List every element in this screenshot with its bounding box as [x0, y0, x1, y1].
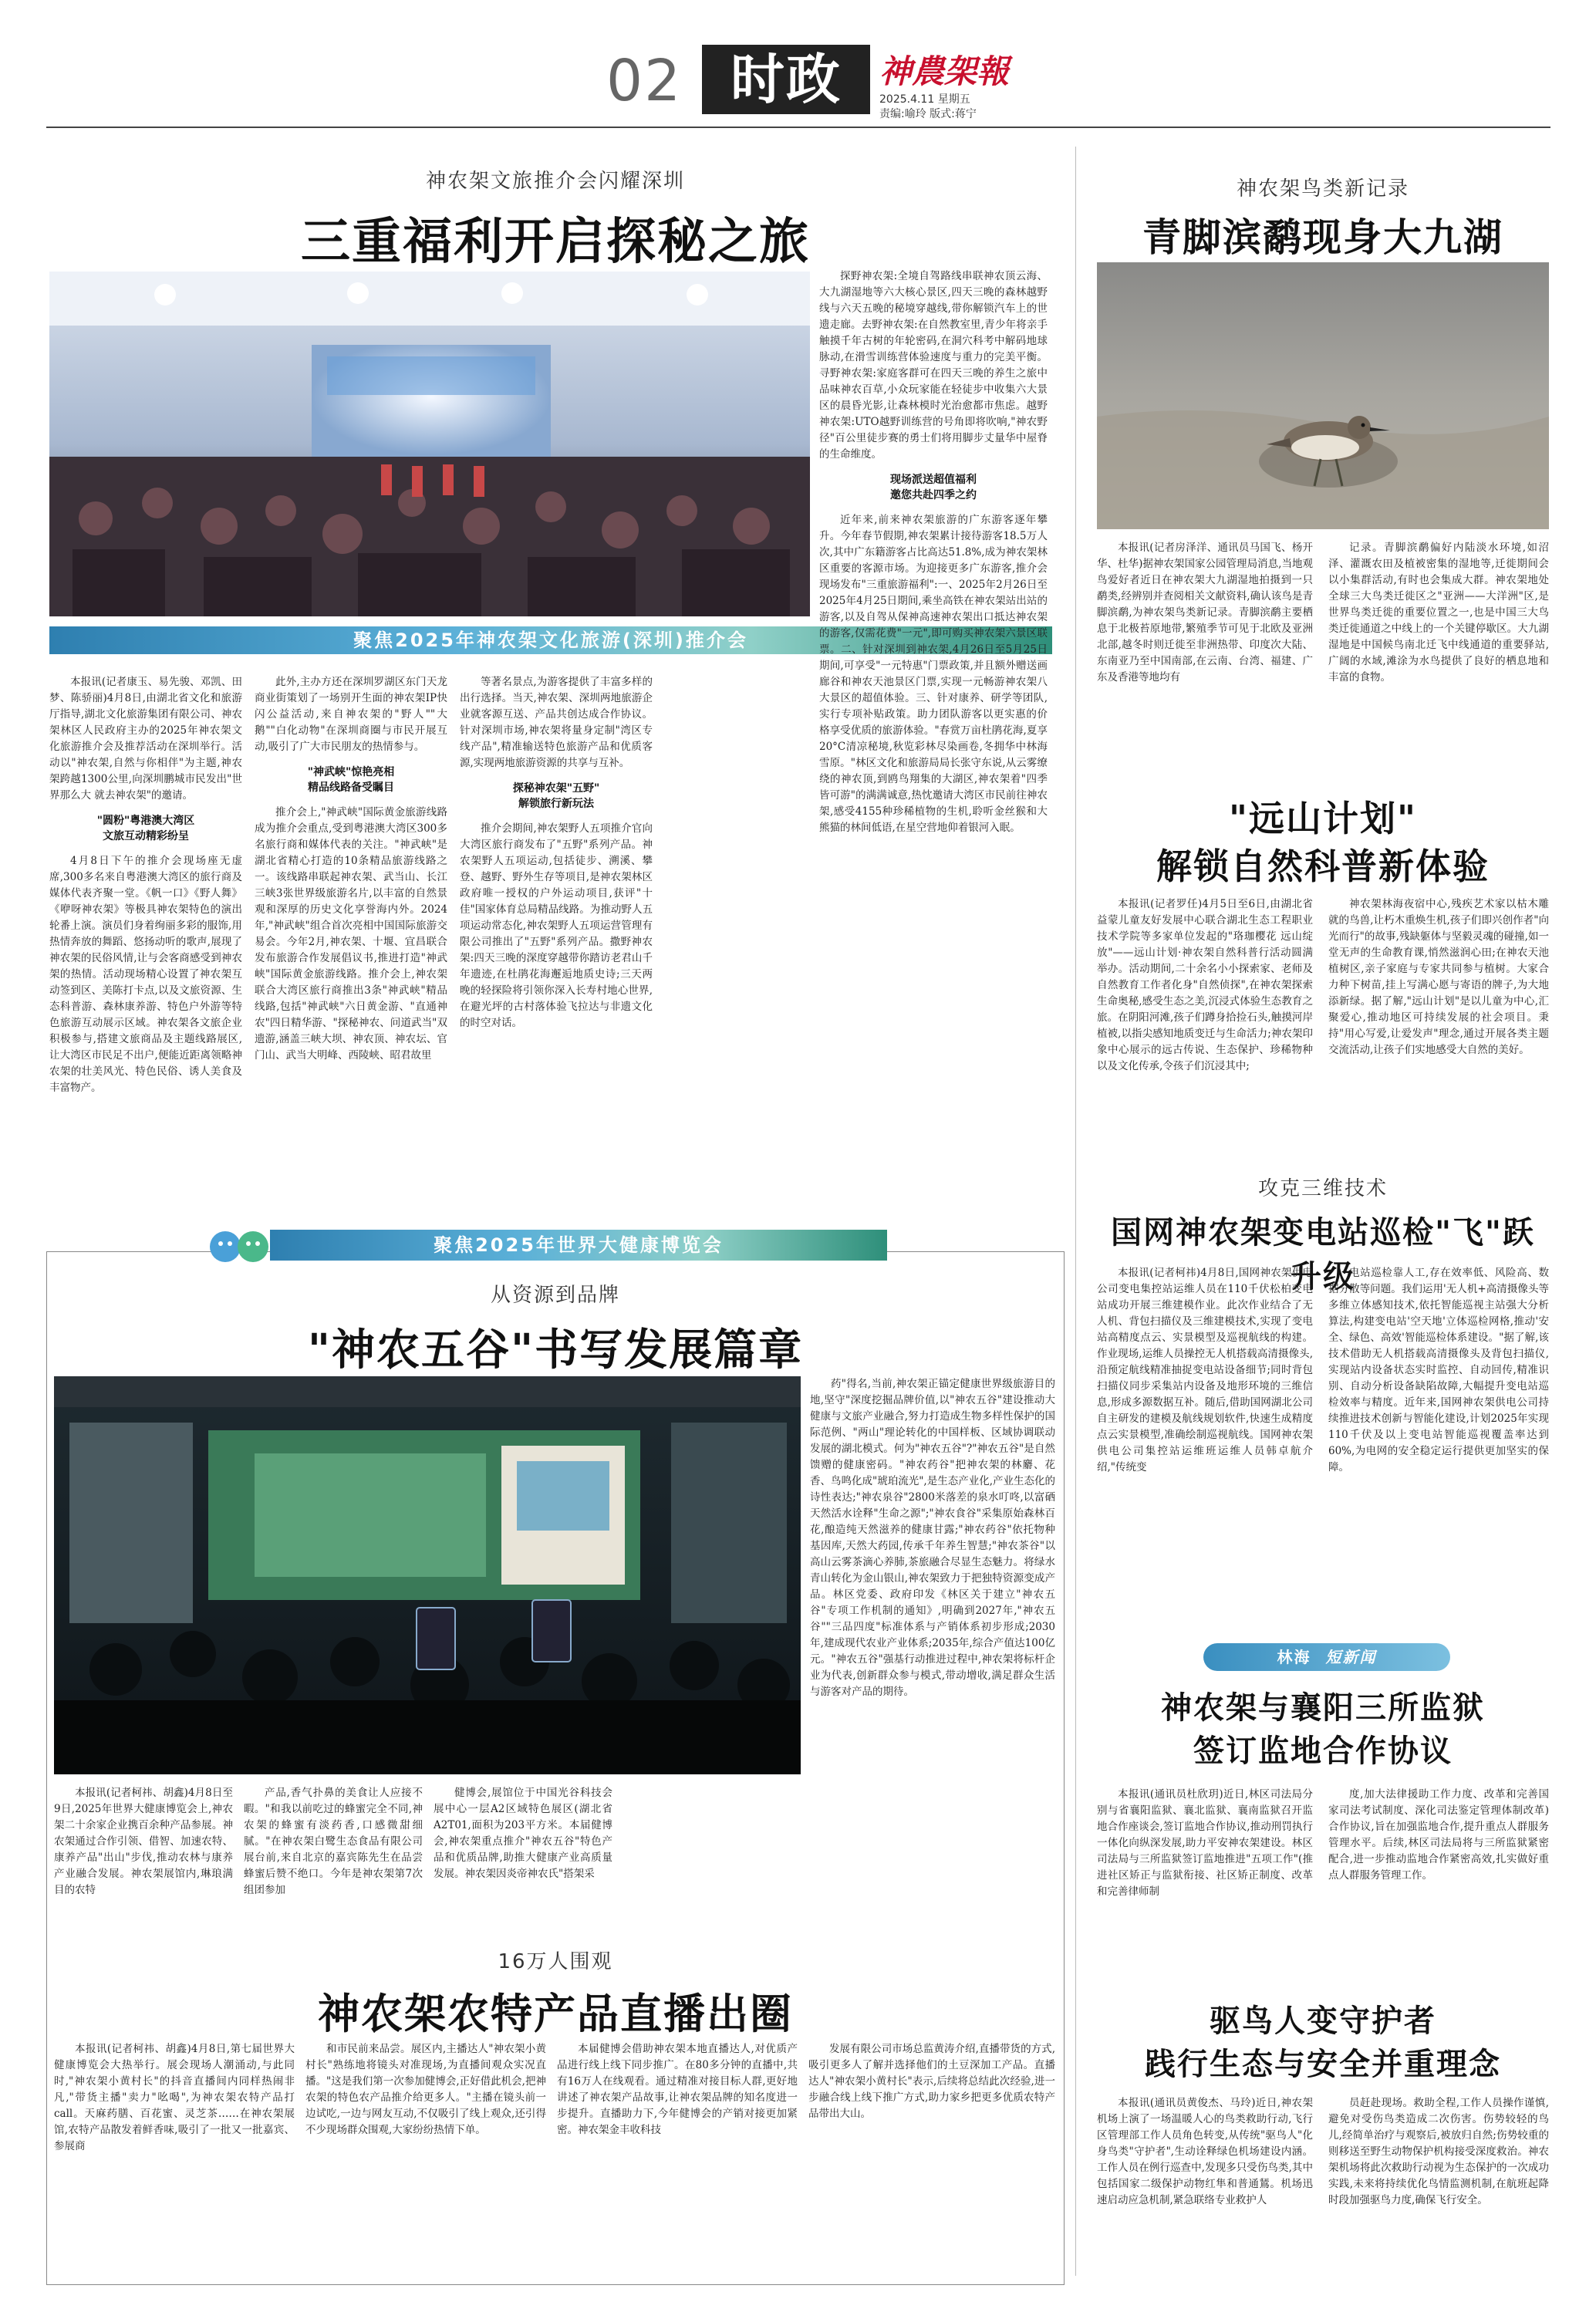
b1-col4	[810, 1376, 1055, 1924]
brief-label-1: 林海	[1277, 1648, 1311, 1666]
a2-col1	[1097, 540, 1313, 787]
a5-col2-text: 度,加大法律援助工作力度、改革和完善国家司法考试制度、深化司法鉴定管理体制改革)合作协议,旨在加强监地合作,提升重点人群服务管理水平。后续,林区司法局将与三所监狱紧密配合,进一步推动监地合作紧密高效,扎实做好重点人群服务管理工作。	[1328, 1788, 1549, 1882]
b2-col1	[54, 2041, 295, 2273]
b2-col2-text: 和市民前来品尝。展区内,主播达人"神农架小黄村长"熟练地将镜头对准现场,为直播间观众实况直播。"这是我们第一次参加健博会,正好借此机会,把神农架的特色农产品推介给更多人。"主播在镜头前一边试吃,一边与网友互动,不仅吸引了线上观众,还引得不少现场群众围观,大家纷纷热情下单。	[305, 2043, 546, 2136]
newspaper-logo: 神農架報	[879, 52, 1010, 90]
b1-title: "神农五谷"书写发展篇章	[307, 1325, 804, 1376]
a6-col2-text: 员赶赴现场。救助全程,工作人员操作谨慎,避免对受伤鸟类造成二次伤害。伤势较轻的鸟儿,经简单治疗与观察后,被放归自然;伤势较重的则移送至野生动物保护机构接受深度救治。神农架机场将此次救助行动视为生态保护的一次成功实践,未来将持续优化鸟情监测机制,在航班起降时段加强驱鸟力度,确保飞行安全。	[1328, 2097, 1549, 2206]
a2-col1-text: 本报讯(记者房泽洋、通讯员马国飞、杨开华、杜华)据神农架国家公园管理局消息,当地观鸟爱好者近日在神农架大九湖湿地拍摄到一只鹬类,经辨别并查阅相关文献资料,确认该鸟是青脚滨鹬,为神农架鸟类新记录。青脚滨鹬主要栖息于北极苔原地带,繁殖季节可见于北欧及亚洲北部,越冬时则迁徙至非洲热带、印度次大陆、东南亚乃至中国南部,在云南、台湾、福建、广东及香港等地均有	[1097, 542, 1313, 684]
a3-col2-text: 神农架林海夜宿中心,残疾艺术家以枯木雕就的鸟兽,让朽木重焕生机,孩子们即兴创作者"向光而行"的故事,残缺躯体与坚毅灵魂的碰撞,如一堂无声的生命教育课,悄然滋润心田;在神农天池植树区,亲子家庭与专家共同参与植树。大家合力种下树苗,挂上写满心愿与寄语的牌子,为大地添新绿。据了解,"远山计划"是以儿童为中心,汇聚爱心,推动地区可持续发展的社会项目。秉持"用心写爱,让爱发声"理念,通过开展各类主题交流活动,让孩子们实地感受大自然的美好。	[1328, 898, 1549, 1056]
b2-col3	[557, 2041, 798, 2273]
a5-title: 神农架与襄阳三所监狱 签订监地合作协议	[1161, 1690, 1485, 1769]
a4-col2-text: 电站巡检靠人工,存在效率低、风险高、数据分散等问题。我们运用'无人机+高清摄像头等多维立体感知技术,依托智能巡视主站强大分析算法,构建变电站'空天地'立体巡检网格,推动'安全、绿色、高效'智能巡检体系建设。"据了解,该技术借助无人机搭载高清摄像头及背包扫描仪,实现站内设备状态实时监控、自动回传,精准识别、自动分析设备缺陷故障,大幅提升变电站巡检效率与精度。近年来,国网神农架供电公司持续推进技术创新与智能化建设,计划2025年实现110千伏及以上变电站智能巡视覆盖率达到60%,为电网的安全稳定运行提供更加坚实的保障。	[1328, 1267, 1549, 1473]
b2-col2	[305, 2041, 546, 2273]
a1-photo-conference	[49, 272, 810, 616]
a6-col1-text: 本报讯(通讯员黄俊杰、马玲)近日,神农架机场上演了一场温暖人心的鸟类救助行动,飞行区管理部工作人员角色转变,从传统"驱鸟人"化身鸟类"守护者",生动诠释绿色机场建设内涵。工作人员在例行巡查中,发现多只受伤鸟类,其中包括国家二级保护动物红隼和普通鵟。机场迅速启动应急机制,紧急联络专业救护人	[1097, 2097, 1313, 2206]
a1-subhead3: 探秘神农架"五野" 解锁旅行新玩法	[512, 782, 600, 810]
header-rule	[46, 127, 1550, 128]
b1-col3-text: 健博会,展馆位于中国光谷科技会展中心一层A2区域特色展区(湖北省A2T01,面积为203平方米。本届健博会,神农架重点推介"神农五谷"特色产品和优质品牌,助推大健康产业高质量发展。神农架因炎帝神农氏"搭架采	[434, 1787, 612, 1880]
a4-title: 国网神农架变电站巡检"飞"跃升级	[1111, 1215, 1535, 1295]
b1-col3	[434, 1785, 612, 1924]
b1-col2-text: 产品,香气扑鼻的美食让人应接不暇。"和我以前吃过的蜂蜜完全不同,神农架的蜂蜜有淡药香,口感微甜细腻。"在神农架白鹭生态食品有限公司展台前,来自北京的嘉宾陈先生在品尝蜂蜜后赞不绝口。今年是神农架第7次组团参加	[244, 1787, 423, 1896]
a3-col2	[1328, 896, 1549, 1120]
b1-subtitle: 从资源到品牌	[490, 1284, 620, 1307]
b1-col1	[54, 1785, 233, 1924]
editors: 责编:喻玲 版式:蒋宁	[879, 108, 977, 120]
a1-col4	[819, 268, 1048, 1083]
b1-col1-text: 本报讯(记者柯祎、胡鑫)4月8日至9日,2025年世界大健康博览会上,神农架二十余家企业携百余种产品参展。神农架通过合作引领、借智、加速农特、康养产品"出山"步伐,推动农林与康养产业融合发展。神农架展馆内,琳琅满目的农特	[54, 1787, 233, 1896]
b2-title: 神农架农特产品直播出圈	[318, 1990, 793, 2038]
b2-col1-text: 本报讯(记者柯祎、胡鑫)4月8日,第七届世界大健康博览会大热举行。展会现场人潮涌动,与此同时,"神农架小黄村长"的抖音直播间内同样热闹非凡,"带货主播"卖力"吆喝",为神农架农特产品打call。天麻药膳、百花蜜、灵芝茶……在神农架展馆,农特产品散发着鲜香味,吸引了一批又一批嘉宾、参展商	[54, 2043, 295, 2152]
a1-col1	[49, 674, 242, 1094]
a1-title: 三重福利开启探秘之旅	[301, 214, 810, 271]
vertical-divider	[1075, 147, 1076, 2276]
a1-col4-lead: 探野神农架:全境自驾路线串联神农顶云海、大九湖湿地等六大核心景区,四天三晚的森林越野线与六天五晚的秘境穿越线,带你解锁汽车上的世遗走廊。去野神农架:在自然教室里,青少年将亲手触摸千年古树的年轮密码,在洞穴科考中解码地球脉动,在滑雪训练营体验速度与重力的完美平衡。寻野神农架:家庭客群可在四天三晚的养生之旅中品味神农百草,小众玩家能在轻徒步中收集六大景区的晨昏光影,让森林模时光治愈都市焦虑。越野神农架:UTO越野训练营的号角即将吹响,"神农野径"百公里徒步赛的勇士们将用脚步丈量华中屋脊的生命维度。	[819, 270, 1048, 461]
a1-subtitle: 神农架文旅推介会闪耀深圳	[425, 170, 685, 193]
a4-subtitle: 攻克三维技术	[1257, 1177, 1388, 1200]
a4-col1	[1097, 1265, 1313, 1605]
a1-col3	[460, 674, 653, 1083]
a3-col1-text: 本报讯(记者罗任)4月5日至6日,由湖北省益蒙儿童友好发展中心联合湖北生态工程职业技术学院等多家单位发起的"珞珈樱花 远山绽放"——远山计划·神农架自然科普行活动圆满举办。活动期间,二十余名小小探索家、老师及自然教育工作者化身"自然侦探",在神农架探索生命奥秘,感受生态之美,沉浸式体验生态教育之旅。在阴阳河滩,孩子们蹲身拾捡石头,触摸河岸植被,以指尖感知地质变迁与生命活力;神农架印象中心展示的远古传说、生态保护、珍稀物种以及文化传承,令孩子们沉浸其中;	[1097, 898, 1313, 1072]
a5-col1-text: 本报讯(通讯员杜欣玥)近日,林区司法局分别与省襄阳监狱、襄北监狱、襄南监狱召开监地合作座谈会,签订监地合作协议,推动刑罚执行一体化向纵深发展,助力平安神农架建设。林区司法局与三所监狱签订监地推进"五项工作"(推进社区矫正与监狱衔接、社区矫正制度、改革和完善律师制	[1097, 1788, 1313, 1898]
b2-col3-text: 本届健博会借助神农架本地直播达人,对优质产品进行线上线下同步推广。在80多分钟的直播中,共有16万人在线观看。通过精准对接目标人群,更好地讲述了神农架产品故事,让神农架品牌的知名度进一步提升。直播助力下,今年健博会的产销对接更加紧密。神农架金丰收科技	[557, 2043, 798, 2136]
a1-subhead4: 现场派送超值福利 邀您共赴四季之约	[890, 474, 977, 501]
brief-news-banner	[1203, 1643, 1450, 1671]
b1-banner: 聚焦2025年世界大健康博览会	[270, 1230, 887, 1261]
a6-title: 驱鸟人变守护者 践行生态与安全并重理念	[1145, 2003, 1501, 2082]
page-number: 02	[606, 48, 683, 114]
a2-subtitle: 神农架鸟类新记录	[1236, 177, 1409, 201]
a6-col1	[1097, 2095, 1313, 2288]
a3-col1	[1097, 896, 1313, 1120]
a1-col4-body: 近年来,前来神农架旅游的广东游客逐年攀升。今年春节假期,神农架累计接待游客18.5万人次,其中广东籍游客占比高达51.8%,成为神农架林区重要的客源市场。为迎接更多广东游客,推介会现场发布"三重旅游福利":一、2025年2月26日至2025年4月25日期间,乘坐高铁在神农架站出站的游客,以及自驾从保神高速神农架出口抵达神农架的游客,仅需花费"一元",即可购买神农架六景区联票。二、针对深圳到神农架,4月26日至5月25日期间,可享受"一元特惠"门票政策,并且额外赠送画廊谷和神农天池景区门票,实现一元畅游神农架八大景区的超值体验。三、针对康养、研学等团队,实行专项补贴政策。助力团队游客以更实惠的价格享受优质的旅游体验。"春赏万亩杜鹃花海,夏享20°C清凉秘境,秋览彩林尽染画卷,冬拥华中林海雪原。"林区文化和旅游局局长张守东说,从云雾缭绕的神农顶,到鸥鸟翔集的大湖区,神农架着"四季皆可游"的满满诚意,热忱邀请大湾区市民前往神农架,感受4155种珍稀植物的生机,聆听金丝猴和大熊猫的林间低语,在星空营地仰着银河入眠。	[819, 514, 1048, 834]
a1-col2	[255, 674, 447, 1083]
issue-date: 2025.4.11 星期五	[879, 93, 970, 106]
a1-col2-lead: 此外,主办方还在深圳罗湖区东门天龙商业街策划了一场别开生面的神农架IP快闪公益活动,来自神农架的"野人""大鹅""白化动物"在深圳商圈与市民开展互动,吸引了广大市民朋友的热情参与。	[255, 676, 447, 753]
a1-subhead1: "圆粉"粤港澳大湾区 文旅互动精彩纷呈	[96, 815, 195, 842]
a1-banner: 聚焦2025年神农架文化旅游(深圳)推介会	[49, 626, 1052, 654]
a5-col1	[1097, 1787, 1313, 1987]
b2-col4	[808, 2041, 1055, 2273]
b1-col4-text: 药"得名,当前,神农架正锚定健康世界级旅游目的地,坚守"深度挖掘品牌价值,以"神农五谷"建设推动大健康与文旅产业融合,努力打造成生物多样性保护的国际范例、"两山"理论转化的中国样板、区域协调联动发展的湖北模式。何为"神农五谷"?"神农五谷"是自然馈赠的健康密码。"神农药谷"把神农架的林麝、花香、鸟鸣化成"琥珀流光",是生态产业化,产业生态化的诗性表达;"神农泉谷"2800米落差的泉水叮咚,以富硒天然活水诠释"生命之源";"神农食谷"采集原始森林百花,酿造纯天然滋养的健康甘露;"神农药谷"依托物种基因库,天然大药园,传承千年养生智慧;"神农茶谷"以高山云雾茶滴心养肺,茶旅融合尽显生态魅力。将绿水青山转化为金山银山,神农架致力于把独特资源变成产品。林区党委、政府印发《林区关于建立"神农五谷"专项工作机制的通知》,明确到2027年,"神农五谷""三品四度"标准体系与产销体系初步形成;2030年,建成现代农业产业体系;2035年,综合产值达100亿元。"神农五谷"强基行动推进过程中,神农架将标杆企业为代表,创新群众参与模式,带动增收,满足群众生活与游客对产品的期待。	[810, 1378, 1056, 1698]
b1-photo-expo	[54, 1376, 801, 1774]
a4-col2	[1328, 1265, 1549, 1605]
a2-photo-bird	[1097, 262, 1549, 529]
a5-col2	[1328, 1787, 1549, 1987]
a1-col1-body: 4月8日下午的推介会现场座无虚席,300多名来自粤港澳大湾区的旅行商及媒体代表齐聚一堂。《帆一口》《野人舞》《咿呀神农架》等极具神农架特色的演出轮番上演。演员们身着绚丽多彩的服饰,用热情奔放的舞蹈、悠扬动听的歌声,展现了神农架的民俗风情,让与会客商感受到神农架的热情。活动现场精心设置了神农架互动签到区、美陈打卡点,以及文旅资源、生态科普游、森林康养游、特色户外游等特色旅游互动展示区域。神农架各文旅企业积极参与,搭建文旅商品及主题线路展区,让大湾区市民足不出户,便能近距离领略神农架的壮美风光、特色民俗、诱人美食及丰富物产。	[49, 855, 242, 1094]
a4-col1-text: 本报讯(记者柯祎)4月8日,国网神农架供电公司变电集控站运维人员在110千伏松柏变电站成功开展三维建模作业。此次作业结合了无人机、背包扫描仪及三维建模技术,实现了变电站高精度点云、实景模型及巡视航线的构建。作业现场,运维人员操控无人机搭载高清摄像头,沿预定航线精准抽捉变电站设备细节;同时背包扫描仪同步采集站内设备及地形环境的三维信息,形成多源数据互补。随后,借助国网湖北公司自主研发的建模及航线规划软件,快速生成精度点云实景模型,准确绘制巡视航线。国网神农架供电公司集控站运维班运维人员韩卓航介绍,"传统变	[1097, 1267, 1313, 1473]
a2-title: 青脚滨鹬现身大九湖	[1142, 215, 1503, 260]
mascot-icon	[208, 1224, 270, 1267]
a1-col3-body: 推介会期间,神农架野人五项推介官向大湾区旅行商发布了"五野"系列产品。神农架野人五项运动,包括徒步、溯溪、攀登、越野、野外生存等项目,是神农架林区政府唯一授权的户外运动项目,获评"十佳"国家体育总局精品线路。为推动野人五项运动常态化,神农架野人五项运营管理有限公司推出了"五野"系列产品。撒野神农架:四天三晚的深度穿越带你踏访老君山千年遗迹,在杜鹃花海邂逅地质史诗;三天两晚的轻探险将引领你深入长寿村地心世界,在避光坪的古村落体验飞拉达与非遗文化的时空对话。	[460, 822, 653, 1029]
section-label: 时政	[702, 45, 870, 114]
a6-col2	[1328, 2095, 1549, 2288]
a2-col2-text: 记录。青脚滨鹬偏好内陆淡水环境,如沼泽、灌溉农田及植被密集的湿地等,迁徙期间会以小集群活动,有时也会集成大群。神农架地处全球三大鸟类迁徙区之"亚洲——大洋洲"区,是世界鸟类迁徙的重要位置之一,也是中国三大鸟类迁徙通道之中线上的一个关键停歇区。大九湖湿地是中国候鸟南北迁飞中线通道的重要驿站,广阔的水域,滩涂为水鸟提供了良好的栖息地和丰富的食物。	[1328, 542, 1549, 684]
a1-col1-lead: 本报讯(记者康玉、易先骏、邓凯、田梦、陈骄丽)4月8日,由湖北省文化和旅游厅指导,湖北文化旅游集团有限公司、神农架林区人民政府主办的2025年神农架文化旅游推介会及推荐活动在深圳举行。活动以"神农架,自然与你相伴"为主题,神农架跨越1300公里,向深圳鹏城市民发出"世界那么大 就去神农架"的邀请。	[49, 676, 242, 802]
a1-col3-lead: 等著名景点,为游客提供了丰富多样的出行选择。当天,神农架、深圳两地旅游企业就客源互送、产品共创达成合作协议。针对深圳市场,神农架将量身定制"湾区专线产品",精准输送特色旅游产品和优质客源,实现两地旅游资源的共享与互补。	[460, 676, 653, 769]
a1-col2-body: 推介会上,"神武峡"国际黄金旅游线路成为推介会重点,受到粤港澳大湾区300多名旅行商和媒体代表的关注。"神武峡"是湖北省精心打造的10条精品旅游线路之一。该线路串联起神农架、武当山、长江三峡3张世界级旅游名片,以丰富的自然景观和深厚的历史文化享誉海内外。2024年,"神武峡"组合首次亮相中国国际旅游交易会。今年2月,神农架、十堰、宜昌联合发布旅游合作发展倡议书,推进打造"神武峡"国际黄金旅游线路。推介会上,神农架联合大湾区旅行商推出3条"神武峡"精品线路,包括"神武峡"六日黄金游、"直通神农"四日精华游、"探秘神农、问道武当"双遗游,涵盖三峡大坝、神农顶、神农坛、官门山、武当大明峰、西陵峡、昭君故里	[255, 806, 447, 1062]
brief-label-2: 短新闻	[1325, 1648, 1377, 1666]
a1-subhead2: "神武峡"惊艳亮相 精品线路备受瞩目	[307, 766, 395, 794]
b1-col2	[244, 1785, 423, 1924]
b2-subtitle: 16万人围观	[498, 1950, 613, 1973]
a2-col2	[1328, 540, 1549, 787]
b2-col4-text: 发展有限公司市场总监黄涛介绍,直播带货的方式,吸引更多人了解并选择他们的土豆深加工产品。直播达人"神农架小黄村长"表示,后续将总结此次经验,进一步融合线上线下推广方式,助力家乡把更多优质农特产品带出大山。	[808, 2043, 1055, 2120]
a3-title: "远山计划" 解锁自然科普新体验	[1156, 798, 1490, 887]
